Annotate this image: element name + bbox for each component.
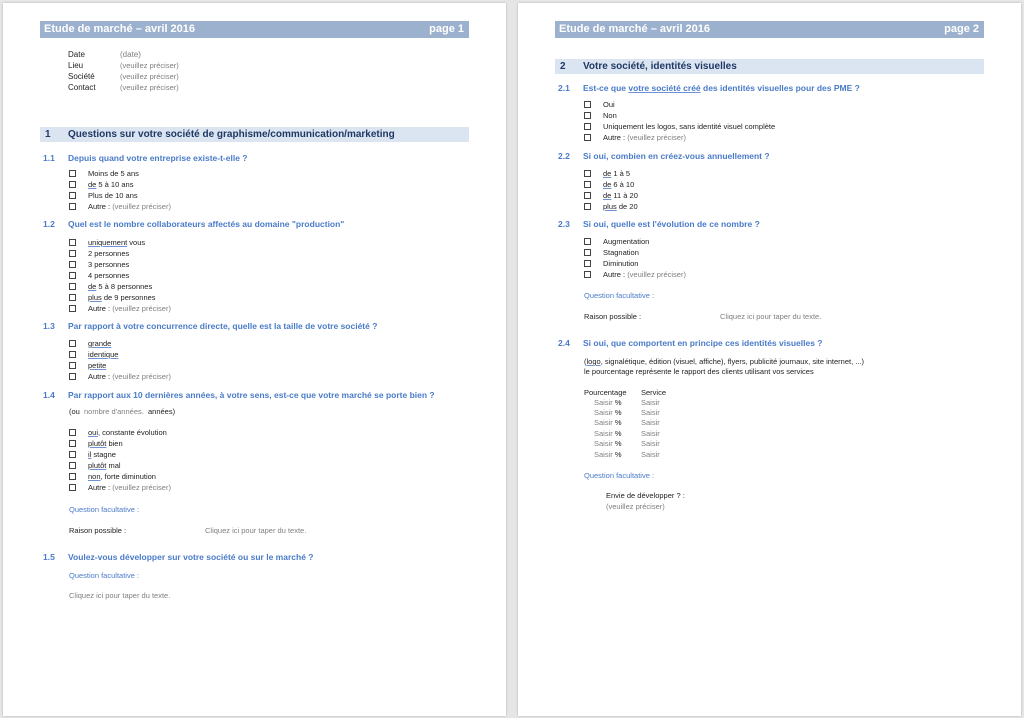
checkbox[interactable] — [69, 462, 76, 469]
option-label: Autre : — [88, 483, 113, 492]
question-text: des identités visuelles pour des PME ? — [700, 83, 860, 93]
service-input[interactable]: Saisir — [641, 408, 660, 417]
reason-label: Raison possible : — [69, 526, 127, 535]
option-label: 11 à 20 — [611, 191, 638, 200]
info-label: Contact — [68, 83, 96, 92]
checkbox[interactable] — [584, 123, 591, 130]
option-label: 5 à 8 personnes — [96, 282, 153, 291]
checkbox[interactable] — [584, 112, 591, 119]
option-label: 6 à 10 — [611, 180, 635, 189]
page-header — [40, 21, 469, 38]
option-label: Augmentation — [603, 237, 650, 246]
text: (ou — [69, 407, 80, 416]
lieu-field[interactable]: (veuillez préciser) — [120, 61, 179, 70]
option-row[interactable] — [584, 269, 686, 280]
question-number: 2.3 — [558, 219, 570, 229]
option-row[interactable] — [69, 471, 156, 482]
option-label: grande — [88, 339, 112, 348]
option-label: 3 personnes — [88, 260, 130, 269]
option-label: mal — [106, 461, 121, 470]
service-input[interactable]: Saisir — [641, 450, 660, 459]
option-label: plus — [603, 202, 617, 211]
option-label: 4 personnes — [88, 271, 130, 280]
question-title — [583, 83, 860, 93]
document-page-2 — [518, 3, 1021, 716]
years-field[interactable]: nombre d'années. — [84, 407, 144, 416]
checkbox[interactable] — [69, 484, 76, 491]
autre-field[interactable]: (veuillez préciser) — [112, 304, 171, 313]
option-label: Oui — [603, 100, 615, 109]
checkbox[interactable] — [584, 260, 591, 267]
question-title: Par rapport à votre concurrence directe, quelle est la taille de votre société ? — [68, 321, 378, 331]
checkbox[interactable] — [69, 351, 76, 358]
section-number: 1 — [45, 129, 51, 140]
text: ( — [584, 357, 587, 366]
percent-unit: % — [612, 398, 622, 407]
develop-text-field[interactable]: Cliquez ici pour taper du texte. — [69, 591, 171, 600]
checkbox[interactable] — [69, 340, 76, 347]
option-label: il — [88, 450, 92, 459]
text: , signalétique, édition (visuel, affiche), flyers, publicité journaux, site internet, ...) — [600, 357, 865, 366]
checkbox[interactable] — [69, 440, 76, 447]
option-label: Plus de 10 ans — [88, 191, 138, 200]
autre-field[interactable]: (veuillez préciser) — [112, 483, 171, 492]
checkbox[interactable] — [69, 170, 76, 177]
percent-unit: % — [612, 408, 622, 417]
option-label: Non — [603, 111, 617, 120]
checkbox[interactable] — [584, 170, 591, 177]
percentage-input[interactable]: Saisir — [594, 408, 613, 417]
autre-field[interactable]: (veuillez préciser) — [112, 372, 171, 381]
question-title: Si oui, combien en créez-vous annuellement ? — [583, 151, 770, 161]
checkbox[interactable] — [69, 272, 76, 279]
option-row[interactable] — [69, 190, 138, 201]
checkbox[interactable] — [69, 373, 76, 380]
question-text: Est-ce que — [583, 83, 629, 93]
question-title: Voulez-vous développer sur votre société ou sur le marché ? — [68, 552, 314, 562]
develop-label: Envie de développer ? : — [606, 491, 685, 500]
percentage-row[interactable] — [594, 408, 622, 417]
percent-unit: % — [612, 429, 622, 438]
optional-question-label: Question facultative : — [69, 505, 140, 514]
question-number: 1.2 — [43, 219, 55, 229]
option-label: uniquement — [88, 238, 128, 247]
checkbox[interactable] — [69, 192, 76, 199]
autre-field[interactable]: (veuillez préciser) — [627, 133, 686, 142]
option-label: de 9 personnes — [101, 293, 156, 302]
option-label: plutôt — [88, 461, 107, 470]
reason-text-field[interactable]: Cliquez ici pour taper du texte. — [720, 312, 822, 321]
option-row[interactable] — [69, 360, 106, 371]
text: logo — [586, 357, 601, 366]
column-header-percentage: Pourcentage — [584, 388, 627, 397]
checkbox[interactable] — [584, 181, 591, 188]
option-row[interactable] — [584, 110, 617, 121]
option-label: oui — [88, 428, 99, 437]
option-row[interactable] — [69, 168, 139, 179]
option-row[interactable] — [69, 292, 156, 303]
info-label: Société — [68, 72, 95, 81]
page-header — [555, 21, 984, 38]
question-number: 2.1 — [558, 83, 570, 93]
option-row[interactable] — [69, 259, 129, 270]
option-row[interactable] — [69, 201, 171, 212]
percentage-row[interactable] — [594, 429, 622, 438]
service-input[interactable]: Saisir — [641, 418, 660, 427]
contact-field[interactable]: (veuillez préciser) — [120, 83, 179, 92]
option-row[interactable] — [69, 460, 121, 471]
option-row[interactable] — [584, 179, 634, 190]
percentage-input[interactable]: Saisir — [594, 450, 613, 459]
option-label: bien — [106, 439, 123, 448]
question-number: 1.5 — [43, 552, 55, 562]
checkbox[interactable] — [69, 261, 76, 268]
service-input[interactable]: Saisir — [641, 439, 660, 448]
option-label: Moins de 5 ans — [88, 169, 139, 178]
info-block — [68, 49, 179, 93]
checkbox[interactable] — [69, 362, 76, 369]
checkbox[interactable] — [69, 451, 76, 458]
option-label: , forte diminution — [100, 472, 156, 481]
option-label: de — [88, 180, 97, 189]
service-input[interactable]: Saisir — [641, 429, 660, 438]
checkbox[interactable] — [69, 305, 76, 312]
option-row[interactable] — [584, 258, 638, 269]
percentage-input[interactable]: Saisir — [594, 418, 613, 427]
percentage-row[interactable] — [594, 398, 622, 407]
percent-unit: % — [612, 439, 622, 448]
question-title: Quel est le nombre collaborateurs affectés au domaine "production" — [68, 219, 345, 229]
percent-unit: % — [612, 418, 622, 427]
option-row[interactable] — [69, 427, 167, 438]
option-label: plus — [88, 293, 102, 302]
option-row[interactable] — [584, 168, 630, 179]
header-title: Etude de marché – avril 2016 — [44, 23, 196, 35]
option-label: identique — [88, 350, 119, 359]
description-line: le pourcentage représente le rapport des clients utilisant vos services — [584, 367, 814, 376]
header-page-number: page 1 — [429, 23, 464, 35]
option-label: Autre : — [603, 270, 628, 279]
checkbox[interactable] — [69, 473, 76, 480]
date-field[interactable]: (date) — [120, 50, 141, 59]
option-row[interactable] — [69, 482, 171, 493]
years-line — [69, 407, 175, 416]
option-label: Diminution — [603, 259, 639, 268]
option-row[interactable] — [584, 99, 615, 110]
option-label: non — [88, 472, 101, 481]
question-number: 1.3 — [43, 321, 55, 331]
info-label: Date — [68, 50, 85, 59]
checkbox[interactable] — [69, 203, 76, 210]
checkbox[interactable] — [584, 192, 591, 199]
societe-field[interactable]: (veuillez préciser) — [120, 72, 179, 81]
option-label: 2 personnes — [88, 249, 130, 258]
reason-label: Raison possible : — [584, 312, 642, 321]
option-label: plutôt — [88, 439, 107, 448]
option-row[interactable] — [584, 132, 686, 143]
reason-text-field[interactable]: Cliquez ici pour taper du texte. — [205, 526, 307, 535]
option-label: vous — [127, 238, 146, 247]
description-line — [584, 357, 864, 366]
option-row[interactable] — [69, 270, 129, 281]
option-label: petite — [88, 361, 107, 370]
checkbox[interactable] — [69, 294, 76, 301]
option-label: 5 à 10 ans — [96, 180, 134, 189]
optional-question-label: Question facultative : — [584, 291, 655, 300]
question-text: votre société créé — [628, 83, 701, 93]
checkbox[interactable] — [584, 238, 591, 245]
option-row[interactable] — [69, 438, 123, 449]
option-label: stagne — [91, 450, 116, 459]
info-label: Lieu — [68, 61, 84, 70]
percent-unit: % — [612, 450, 622, 459]
column-header-service: Service — [641, 388, 667, 397]
option-row[interactable] — [584, 201, 638, 212]
question-number: 1.4 — [43, 390, 55, 400]
section-title: Votre société, identités visuelles — [583, 61, 737, 72]
checkbox[interactable] — [69, 181, 76, 188]
autre-field[interactable]: (veuillez préciser) — [112, 202, 171, 211]
percentage-row[interactable] — [594, 418, 622, 427]
option-label: , constante évolution — [98, 428, 167, 437]
option-row[interactable] — [69, 248, 129, 259]
develop-field[interactable]: (veuillez préciser) — [606, 502, 665, 511]
service-input[interactable]: Saisir — [641, 398, 660, 407]
text: années) — [148, 407, 176, 416]
percentage-input[interactable]: Saisir — [594, 429, 613, 438]
option-row[interactable] — [584, 190, 638, 201]
option-row[interactable] — [584, 236, 649, 247]
checkbox[interactable] — [584, 101, 591, 108]
percentage-row[interactable] — [594, 450, 622, 459]
checkbox[interactable] — [584, 134, 591, 141]
checkbox[interactable] — [69, 250, 76, 257]
optional-question-label: Question facultative : — [69, 571, 140, 580]
option-row[interactable] — [69, 179, 133, 190]
option-row[interactable] — [584, 121, 775, 132]
option-label: Autre : — [88, 304, 113, 313]
option-label: de — [603, 169, 612, 178]
section-number: 2 — [560, 61, 566, 72]
option-label: 1 à 5 — [611, 169, 631, 178]
question-number: 1.1 — [43, 153, 55, 163]
question-number: 2.4 — [558, 338, 570, 348]
percentage-input[interactable]: Saisir — [594, 439, 613, 448]
question-title: Si oui, que comportent en principe ces identités visuelles ? — [583, 338, 823, 348]
option-row[interactable] — [69, 237, 145, 248]
header-title: Etude de marché – avril 2016 — [559, 23, 711, 35]
optional-question-label: Question facultative : — [584, 471, 655, 480]
checkbox[interactable] — [69, 429, 76, 436]
percentage-input[interactable]: Saisir — [594, 398, 613, 407]
option-row[interactable] — [69, 303, 171, 314]
autre-field[interactable]: (veuillez préciser) — [627, 270, 686, 279]
option-label: de — [88, 282, 97, 291]
option-label: Autre : — [603, 133, 628, 142]
question-number: 2.2 — [558, 151, 570, 161]
question-title: Depuis quand votre entreprise existe-t-elle ? — [68, 153, 248, 163]
option-row[interactable] — [69, 349, 118, 360]
option-label: Uniquement les logos, sans identité visuel complète — [603, 122, 776, 131]
section-title: Questions sur votre société de graphisme/communication/marketing — [68, 129, 395, 140]
checkbox[interactable] — [584, 203, 591, 210]
option-row[interactable] — [69, 281, 152, 292]
option-label: de — [603, 191, 612, 200]
option-label: Autre : — [88, 202, 113, 211]
question-title: Si oui, quelle est l'évolution de ce nombre ? — [583, 219, 760, 229]
option-label: Autre : — [88, 372, 113, 381]
header-page-number: page 2 — [944, 23, 979, 35]
option-row[interactable] — [69, 449, 116, 460]
option-row[interactable] — [69, 338, 111, 349]
percentage-row[interactable] — [594, 439, 622, 448]
checkbox[interactable] — [69, 283, 76, 290]
option-label: de — [603, 180, 612, 189]
option-row[interactable] — [584, 247, 639, 258]
checkbox[interactable] — [69, 239, 76, 246]
option-row[interactable] — [69, 371, 171, 382]
checkbox[interactable] — [584, 249, 591, 256]
option-label: Stagnation — [603, 248, 639, 257]
option-label: de 20 — [616, 202, 638, 211]
question-title: Par rapport aux 10 dernières années, à votre sens, est-ce que votre marché se porte bien ? — [68, 390, 435, 400]
checkbox[interactable] — [584, 271, 591, 278]
document-page-1 — [3, 3, 506, 716]
